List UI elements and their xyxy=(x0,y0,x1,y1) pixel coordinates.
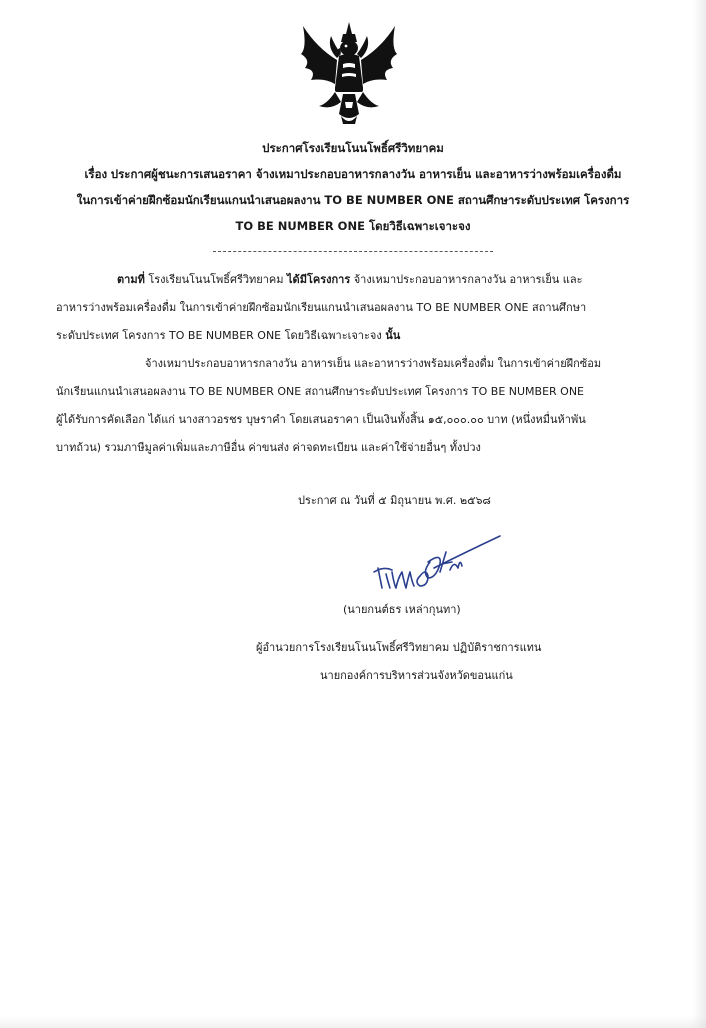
scan-shadow-bottom xyxy=(0,1016,706,1028)
garuda-emblem-icon xyxy=(297,18,401,128)
subject-line-3: TO BE NUMBER ONE โดยวิธีเฉพาะเจาะจง xyxy=(235,219,471,233)
subject-text-1: ประกาศผู้ชนะการเสนอราคา จ้างเหมาประกอบอาหารกลางวัน อาหารเย็น และอาหารว่างพร้อมเครื่องดื่ม xyxy=(110,167,622,181)
p1-line3-end: นั้น xyxy=(385,329,401,342)
signer-position-2: นายกองค์การบริหารส่วนจังหวัดขอนแก่น xyxy=(320,669,513,682)
paragraph-1-line-1 xyxy=(117,270,583,288)
paragraph-2-line-3: ผู้ได้รับการคัดเลือก ได้แก่ นางสาวอรชร บุษราคำ โดยเสนอราคา เป็นเงินทั้งสิ้น ๑๕,๐๐๐.๐๐ บาท (หนึ่งหมื่นห้าพัน xyxy=(56,413,586,426)
p1-lead: ตามที่ xyxy=(117,273,145,286)
announcement-date: ประกาศ ณ วันที่ ๕ มิถุนายน พ.ศ. ๒๕๖๘ xyxy=(298,494,491,507)
subject-line-1 xyxy=(0,166,706,184)
signer-position-1: ผู้อำนวยการโรงเรียนโนนโพธิ์ศรีวิทยาคม ปฏิบัติราชการแทน xyxy=(256,641,542,654)
handwritten-signature-icon xyxy=(370,532,506,594)
p1-line3-text: ระดับประเทศ โครงการ TO BE NUMBER ONE โดยวิธีเฉพาะเจาะจง xyxy=(56,329,386,342)
p1-project-label: ได้มีโครงการ xyxy=(287,273,351,286)
paragraph-1-line-2: อาหารว่างพร้อมเครื่องดื่ม ในการเข้าค่ายฝึกซ้อมนักเรียนแกนนำเสนอผลงาน TO BE NUMBER ONE สถานศึกษา xyxy=(56,301,587,314)
subject-line-2: ในการเข้าค่ายฝึกซ้อมนักเรียนแกนนำเสนอผลงาน TO BE NUMBER ONE สถานศึกษาระดับประเทศ โครงการ xyxy=(76,193,630,207)
scan-shadow-right xyxy=(692,0,706,1028)
paragraph-2-line-2: นักเรียนแกนนำเสนอผลงาน TO BE NUMBER ONE สถานศึกษาระดับประเทศ โครงการ TO BE NUMBER ONE xyxy=(56,385,585,398)
announcement-heading: ประกาศโรงเรียนโนนโพธิ์ศรีวิทยาคม xyxy=(262,141,444,155)
paragraph-2-line-1: จ้างเหมาประกอบอาหารกลางวัน อาหารเย็น และอาหารว่างพร้อมเครื่องดื่ม ในการเข้าค่ายฝึกซ้อม xyxy=(145,357,602,370)
subject-label: เรื่อง xyxy=(84,167,108,181)
signer-name: (นายกนต์ธร เหล่ากุนทา) xyxy=(343,603,461,616)
paragraph-1-line-3 xyxy=(56,326,400,344)
divider xyxy=(213,251,493,252)
paragraph-2-line-4: บาทถ้วน) รวมภาษีมูลค่าเพิ่มและภาษีอื่น ค่าขนส่ง ค่าจดทะเบียน และค่าใช้จ่ายอื่นๆ ทั้งปวง xyxy=(56,441,481,454)
p1-project: จ้างเหมาประกอบอาหารกลางวัน อาหารเย็น และ xyxy=(350,273,583,286)
p1-school: โรงเรียนโนนโพธิ์ศรีวิทยาคม xyxy=(144,273,288,286)
